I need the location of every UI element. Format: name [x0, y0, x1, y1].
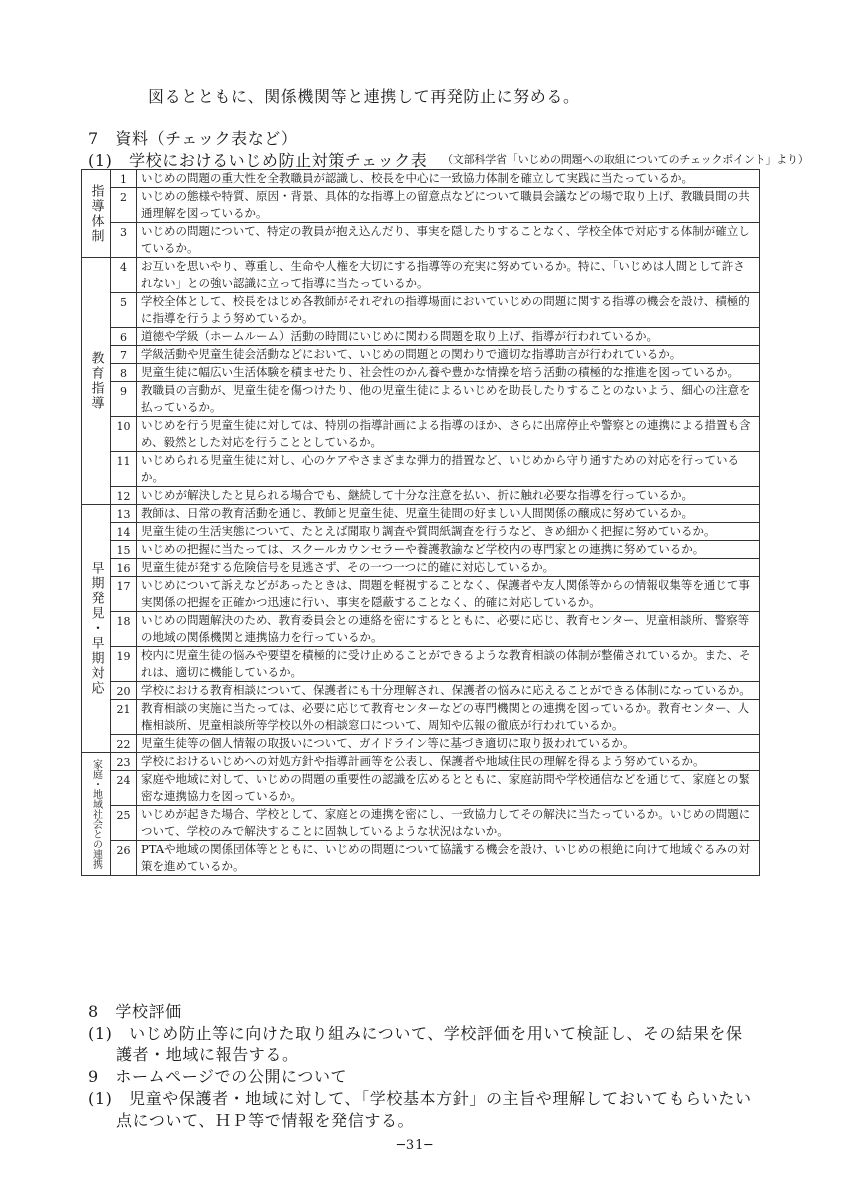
checklist-row [82, 612, 760, 647]
item-number: 25 [111, 806, 137, 841]
item-text: 児童生徒等の個人情報の取扱いについて、ガイドライン等に基づき適切に取り扱われているか。 [137, 735, 760, 753]
checklist-row [82, 364, 760, 382]
item-text: いじめについて訴えなどがあったときは、問題を軽視することなく、保護者や友人関係等からの情報収集等を通じて事実関係の把握を正確かつ迅速に行い、事実を隠蔽することなく、的確に対応しているか。 [137, 577, 760, 612]
item-number: 16 [111, 559, 137, 577]
checklist-row [82, 559, 760, 577]
item-number: 22 [111, 735, 137, 753]
section7-heading: 7 資料（チェック表など） [88, 129, 298, 148]
item-text: 学校全体として、校長をはじめ各教師がそれぞれの指導場面においていじめの問題に関する指導の機会を設け、積極的に指導を行うよう努めているか。 [137, 293, 760, 328]
item-text: いじめが起きた場合、学校として、家庭との連携を密にし、一致協力してその解決に当たっているか。いじめの問題について、学校のみで解決することに固執しているような状況はないか。 [137, 806, 760, 841]
item-number: 13 [111, 505, 137, 523]
item-text: PTAや地域の関係団体等とともに、いじめの問題について協議する機会を設け、いじめの根絶に向けて地域ぐるみの対策を進めているか。 [137, 841, 760, 876]
checklist-row [82, 417, 760, 452]
item-text: いじめの問題について、特定の教員が抱え込んだり、事実を隠したりすることなく、学校全体で対応する体制が確立しているか。 [137, 223, 760, 258]
item-number: 20 [111, 682, 137, 700]
checklist-row [82, 487, 760, 505]
item-text: 教育相談の実施に当たっては、必要に応じて教育センターなどの専門機関との連携を図っているか。教育センター、人権相談所、児童相談所等学校以外の相談窓口について、周知や広報の徹底が行われているか。 [137, 700, 760, 735]
checklist-row [82, 682, 760, 700]
item-text: 学校におけるいじめへの対処方針や指導計画等を公表し、保護者や地域住民の理解を得るよう努めているか。 [137, 753, 760, 771]
item-text: いじめの把握に当たっては、スクールカウンセラーや養護教諭など学校内の専門家との連携に努めているか。 [137, 541, 760, 559]
item-number: 24 [111, 771, 137, 806]
checklist-row [82, 170, 760, 188]
checklist-row [82, 753, 760, 771]
item-text: 校内に児童生徒の悩みや要望を積極的に受け止めることができるような教育相談の体制が整備されているか。また、それは、適切に機能しているか。 [137, 647, 760, 682]
item-number: 14 [111, 523, 137, 541]
category-label: 指導体制 [82, 170, 111, 258]
checklist-table [81, 169, 760, 876]
section8-item1-line1: (1) いじめ防止等に向けた取り組みについて、学校評価を用いて検証し、その結果を保 [88, 1024, 743, 1043]
checklist-row [82, 541, 760, 559]
item-text: いじめられる児童生徒に対し、心のケアやさまざまな弾力的措置など、いじめから守り通すための対応を行っているか。 [137, 452, 760, 487]
section9-item1-line2: 点について、ＨＰ等で情報を発信する。 [116, 1111, 415, 1130]
item-number: 21 [111, 700, 137, 735]
checklist-row [82, 806, 760, 841]
item-text: 家庭や地域に対して、いじめの問題の重要性の認識を広めるとともに、家庭訪問や学校通信などを通じて、家庭との緊密な連携協力を図っているか。 [137, 771, 760, 806]
item-number: 5 [111, 293, 137, 328]
item-number: 1 [111, 170, 137, 188]
item-number: 15 [111, 541, 137, 559]
item-number: 26 [111, 841, 137, 876]
checklist-row [82, 328, 760, 346]
checklist-row [82, 346, 760, 364]
item-text: 教師は、日常の教育活動を通じ、教師と児童生徒、児童生徒間の好ましい人間関係の醸成に努めているか。 [137, 505, 760, 523]
checklist-row [82, 841, 760, 876]
item-number: 7 [111, 346, 137, 364]
item-number: 19 [111, 647, 137, 682]
checklist-source: （文部科学省「いじめの問題への取組についてのチェックポイント」より） [442, 153, 809, 166]
item-number: 8 [111, 364, 137, 382]
checklist-row [82, 452, 760, 487]
checklist-row [82, 505, 760, 523]
checklist-title: (1) 学校におけるいじめ防止対策チェック表 [88, 151, 428, 170]
item-text: 道徳や学級（ホームルーム）活動の時間にいじめに関わる問題を取り上げ、指導が行われているか。 [137, 328, 760, 346]
checklist-row [82, 577, 760, 612]
section9-item1-line1: (1) 児童や保護者・地域に対して、「学校基本方針」の主旨や理解しておいてもらいたい [88, 1089, 752, 1108]
section8-item1-line2: 護者・地域に報告する。 [116, 1045, 299, 1064]
item-text: 児童生徒が発する危険信号を見逃さず、その一つ一つに的確に対応しているか。 [137, 559, 760, 577]
checklist-row [82, 258, 760, 293]
item-number: 2 [111, 188, 137, 223]
item-number: 9 [111, 382, 137, 417]
item-number: 4 [111, 258, 137, 293]
item-text: 学校における教育相談について、保護者にも十分理解され、保護者の悩みに応えることができる体制になっているか。 [137, 682, 760, 700]
item-text: いじめの問題の重大性を全教職員が認識し、校長を中心に一致協力体制を確立して実践に当たっているか。 [137, 170, 760, 188]
section8-heading: 8 学校評価 [88, 1002, 182, 1021]
item-text: いじめの問題解決のため、教育委員会との連絡を密にするとともに、必要に応じ、教育センター、児童相談所、警察等の地域の関係機関と連携協力を行っているか。 [137, 612, 760, 647]
checklist-row [82, 647, 760, 682]
checklist-row [82, 293, 760, 328]
category-label: 教育指導 [82, 258, 111, 505]
item-number: 3 [111, 223, 137, 258]
checklist-row [82, 223, 760, 258]
category-label: 早期発見・早期対応 [82, 505, 111, 753]
continuation-line: 図るとともに、関係機関等と連携して再発防止に努める。 [148, 87, 580, 106]
section9-heading: 9 ホームページでの公開について [88, 1067, 348, 1086]
checklist-row [82, 523, 760, 541]
checklist-row [82, 771, 760, 806]
item-number: 18 [111, 612, 137, 647]
item-text: お互いを思いやり、尊重し、生命や人権を大切にする指導等の充実に努めているか。特に、「いじめは人間として許されない」との強い認識に立って指導に当たっているか。 [137, 258, 760, 293]
page-number: ─31─ [397, 1138, 434, 1153]
item-text: 児童生徒に幅広い生活体験を積ませたり、社会性のかん養や豊かな情操を培う活動の積極的な推進を図っているか。 [137, 364, 760, 382]
item-number: 12 [111, 487, 137, 505]
item-number: 11 [111, 452, 137, 487]
item-text: 学級活動や児童生徒会活動などにおいて、いじめの問題との関わりで適切な指導助言が行われているか。 [137, 346, 760, 364]
item-text: いじめが解決したと見られる場合でも、継続して十分な注意を払い、折に触れ必要な指導を行っているか。 [137, 487, 760, 505]
item-text: いじめの態様や特質、原因・背景、具体的な指導上の留意点などについて職員会議などの場で取り上げ、教職員間の共通理解を図っているか。 [137, 188, 760, 223]
checklist-row [82, 735, 760, 753]
category-label: 家庭・地域社会との連携 [82, 753, 111, 876]
item-text: 教職員の言動が、児童生徒を傷つけたり、他の児童生徒によるいじめを助長したりすることのないよう、細心の注意を払っているか。 [137, 382, 760, 417]
item-number: 23 [111, 753, 137, 771]
item-number: 10 [111, 417, 137, 452]
checklist-row [82, 700, 760, 735]
item-number: 17 [111, 577, 137, 612]
item-text: 児童生徒の生活実態について、たとえば聞取り調査や質問紙調査を行うなど、きめ細かく把握に努めているか。 [137, 523, 760, 541]
checklist-row [82, 382, 760, 417]
checklist-row [82, 188, 760, 223]
item-number: 6 [111, 328, 137, 346]
item-text: いじめを行う児童生徒に対しては、特別の指導計画による指導のほか、さらに出席停止や警察との連携による措置も含め、毅然とした対応を行うこととしているか。 [137, 417, 760, 452]
